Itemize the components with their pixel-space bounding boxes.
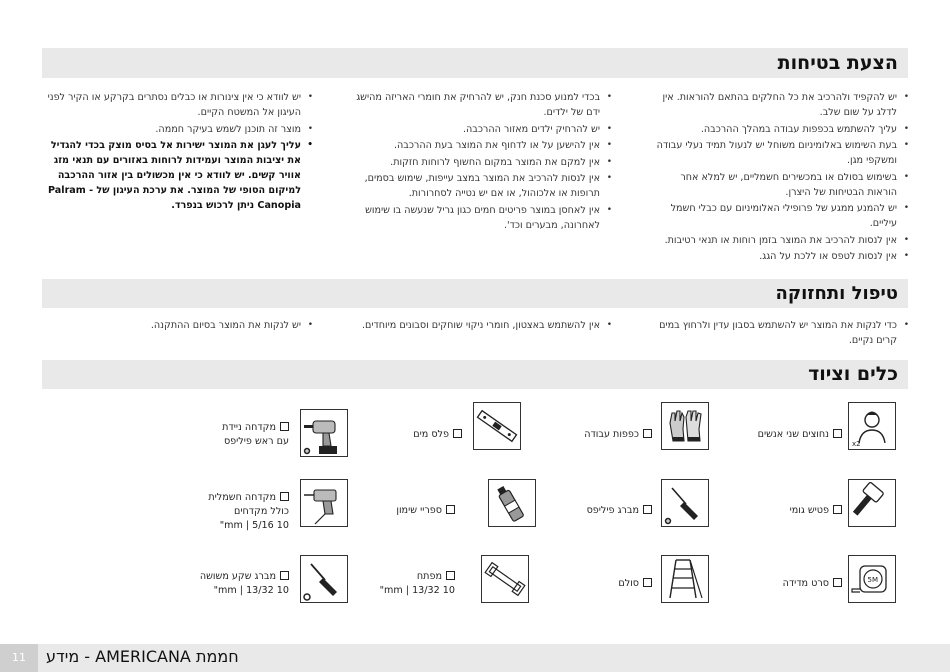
checkbox[interactable]	[453, 429, 462, 438]
checkbox[interactable]	[643, 429, 652, 438]
tool-label-tape-measure	[783, 577, 842, 591]
list-item: • יש להרחיק ילדים מאזור ההרכבה.	[343, 122, 600, 137]
list-item: • עליך להשתמש בכפפות עבודה במהלך ההרכבה.	[656, 122, 897, 137]
safety-section-header	[42, 48, 908, 78]
safety-col-3	[42, 90, 314, 215]
list-item: • בשימוש בסולם או במכשירים חשמליים, יש למלא אחר הוראות הבטיחות של היצרן.	[656, 170, 897, 200]
list-item-bold: • עליך לעגן את המוצר ישירות אל בסיס מוצק בכדי להגדיל את יציבות המוצר ועמידות לרוחות באזורים עם תנאי מזג אוויר קשים. יש לוודא כי אין מכשולים בין אזור ההרכבה למיקום הסופי של המוצר. את ערכת העיגון של Palram - Canopia ניתן לרכוש בנפרד.	[42, 138, 301, 213]
maintenance-col-1	[656, 318, 910, 350]
phillips-screwdriver-icon	[661, 479, 709, 527]
power-drill-icon	[300, 479, 348, 527]
gloves-icon	[661, 402, 709, 450]
checkbox[interactable]	[643, 505, 652, 514]
tool-name: ספריי שימון	[396, 505, 442, 516]
tool-name: נחוצים שני אנשים	[757, 429, 829, 440]
tool-size: 10 mm | 5/16"	[219, 520, 289, 531]
list-item: • אין למקם את המוצר במקום החשוף לרוחות חזקות.	[343, 155, 600, 170]
maintenance-title: טיפול ותחזוקה	[775, 283, 898, 304]
spirit-level-icon	[473, 402, 521, 450]
tool-label-rubber-mallet	[790, 504, 842, 518]
page-footer	[0, 644, 950, 672]
tool-name: כפפות עבודה	[584, 429, 639, 440]
checkbox[interactable]	[643, 578, 652, 587]
checkbox[interactable]	[446, 571, 455, 580]
lubricant-spray-icon	[488, 479, 536, 527]
checkbox[interactable]	[280, 492, 289, 501]
safety-col-2	[343, 90, 613, 234]
list-item: • אין להשתמש באצטון, חומרי ניקוי שוחקים וסבונים מיוחדים.	[343, 318, 600, 333]
list-item: • אין לאחסן במוצר פריטים חמים כגון גריל שנעשה בו שימוש לאחרונה, מבערים וכד'.	[343, 203, 600, 233]
tool-name: מקדחה חשמלית	[208, 492, 276, 503]
safety-columns	[40, 90, 910, 262]
tool-name: פטיש גומי	[789, 505, 829, 516]
ladder-icon	[661, 555, 709, 603]
hex-socket-driver-icon	[300, 555, 348, 603]
badge-5m: 5M	[867, 576, 878, 584]
checkbox[interactable]	[280, 571, 289, 580]
tool-label-two-people	[758, 428, 842, 442]
list-item: • אין לנסות להרכיב את המוצר בזמן רוחות או תנאי רטיבות.	[656, 233, 897, 248]
checkbox[interactable]	[280, 422, 289, 431]
tool-label-ladder	[618, 577, 652, 591]
cordless-drill-icon	[300, 409, 348, 457]
safety-title: הצעת בטיחות	[777, 52, 898, 74]
rubber-mallet-icon	[848, 479, 896, 527]
list-item: • מוצר זה תוכנן לשמש בעיקר חממה.	[42, 122, 301, 137]
tool-name: מברג שקע משושה	[199, 571, 276, 582]
maintenance-section-header	[42, 279, 908, 308]
tools-title: כלים וציוד	[808, 363, 898, 385]
list-item: • בעת השימוש באלומיניום משוחל יש לנעול תמיד נעלי עבודה ומשקפי מגן.	[656, 138, 897, 168]
tool-name: מברג פיליפס	[586, 505, 639, 516]
tool-name: מקדחה ניידת	[222, 422, 276, 433]
maintenance-columns	[40, 318, 910, 352]
checkbox[interactable]	[446, 505, 455, 514]
tool-label-spirit-level	[413, 428, 462, 442]
list-item: • יש לוודא כי אין צינורות או כבלים נסתרים בקרקע או הקיר לפני העיגון אל המשטח הקיים.	[42, 90, 301, 120]
list-item: • יש לנקות את המוצר בסיום ההתקנה.	[42, 318, 301, 333]
two-people-icon	[848, 402, 896, 450]
wrench-icon	[481, 555, 529, 603]
tool-name: סרט מדידה	[782, 578, 829, 589]
checkbox[interactable]	[833, 505, 842, 514]
list-item: • אין להישען על או לדחוף את המוצר בעת ההרכבה.	[343, 138, 600, 153]
tape-measure-icon	[848, 555, 896, 603]
checkbox[interactable]	[833, 429, 842, 438]
tool-size: 10 mm | 13/32"	[213, 585, 289, 596]
tool-label-gloves	[584, 428, 652, 442]
tool-label-hex-socket-driver	[200, 570, 289, 598]
tool-label-wrench	[380, 570, 455, 598]
safety-col-1	[656, 90, 910, 266]
tools-section-header	[42, 360, 908, 389]
tool-name: פלס מים	[413, 429, 449, 440]
badge-x2: x2	[852, 440, 861, 448]
list-item: • כדי לנקות את המוצר יש להשתמש בסבון עדין ולרחוץ במים קרים נקיים.	[656, 318, 897, 348]
tool-label-lubricant-spray	[396, 504, 455, 518]
footer-title: חממת AMERICANA - מידע	[46, 647, 239, 666]
maintenance-col-2	[343, 318, 613, 335]
list-item: • יש להקפיד ולהרכיב את כל החלקים בהתאם להוראות. אין לדלג על שום שלב.	[656, 90, 897, 120]
list-item: • אין לנסות לטפס או ללכת על הגג.	[656, 249, 897, 264]
tool-label-phillips-screwdriver	[587, 504, 652, 518]
tool-size: 10 mm | 13/32"	[379, 585, 455, 596]
tool-label-cordless-drill	[222, 421, 289, 449]
list-item: • בכדי למנוע סכנת חנק, יש להרחיק את חומרי האריזה מהישג ידם של ילדים.	[343, 90, 600, 120]
page-number: 11	[0, 644, 38, 672]
tool-sub: כולל מקדחים	[234, 506, 289, 517]
list-item: • יש להמנע ממגע של פרופילי האלומיניום עם כבלי חשמל עיליים.	[656, 201, 897, 231]
maintenance-col-3	[42, 318, 314, 335]
tool-sub: עם ראש פיליפס	[223, 436, 289, 447]
tool-label-power-drill	[208, 491, 289, 533]
checkbox[interactable]	[833, 578, 842, 587]
list-item: • אין לנסות להרכיב את המוצר במצב עייפות, שימוש בסמים, תרופות או אלכוהול, או אם יש נטייה לסחרורות.	[343, 171, 600, 201]
tool-name: סולם	[618, 578, 639, 589]
tool-name: מפתח	[416, 571, 442, 582]
